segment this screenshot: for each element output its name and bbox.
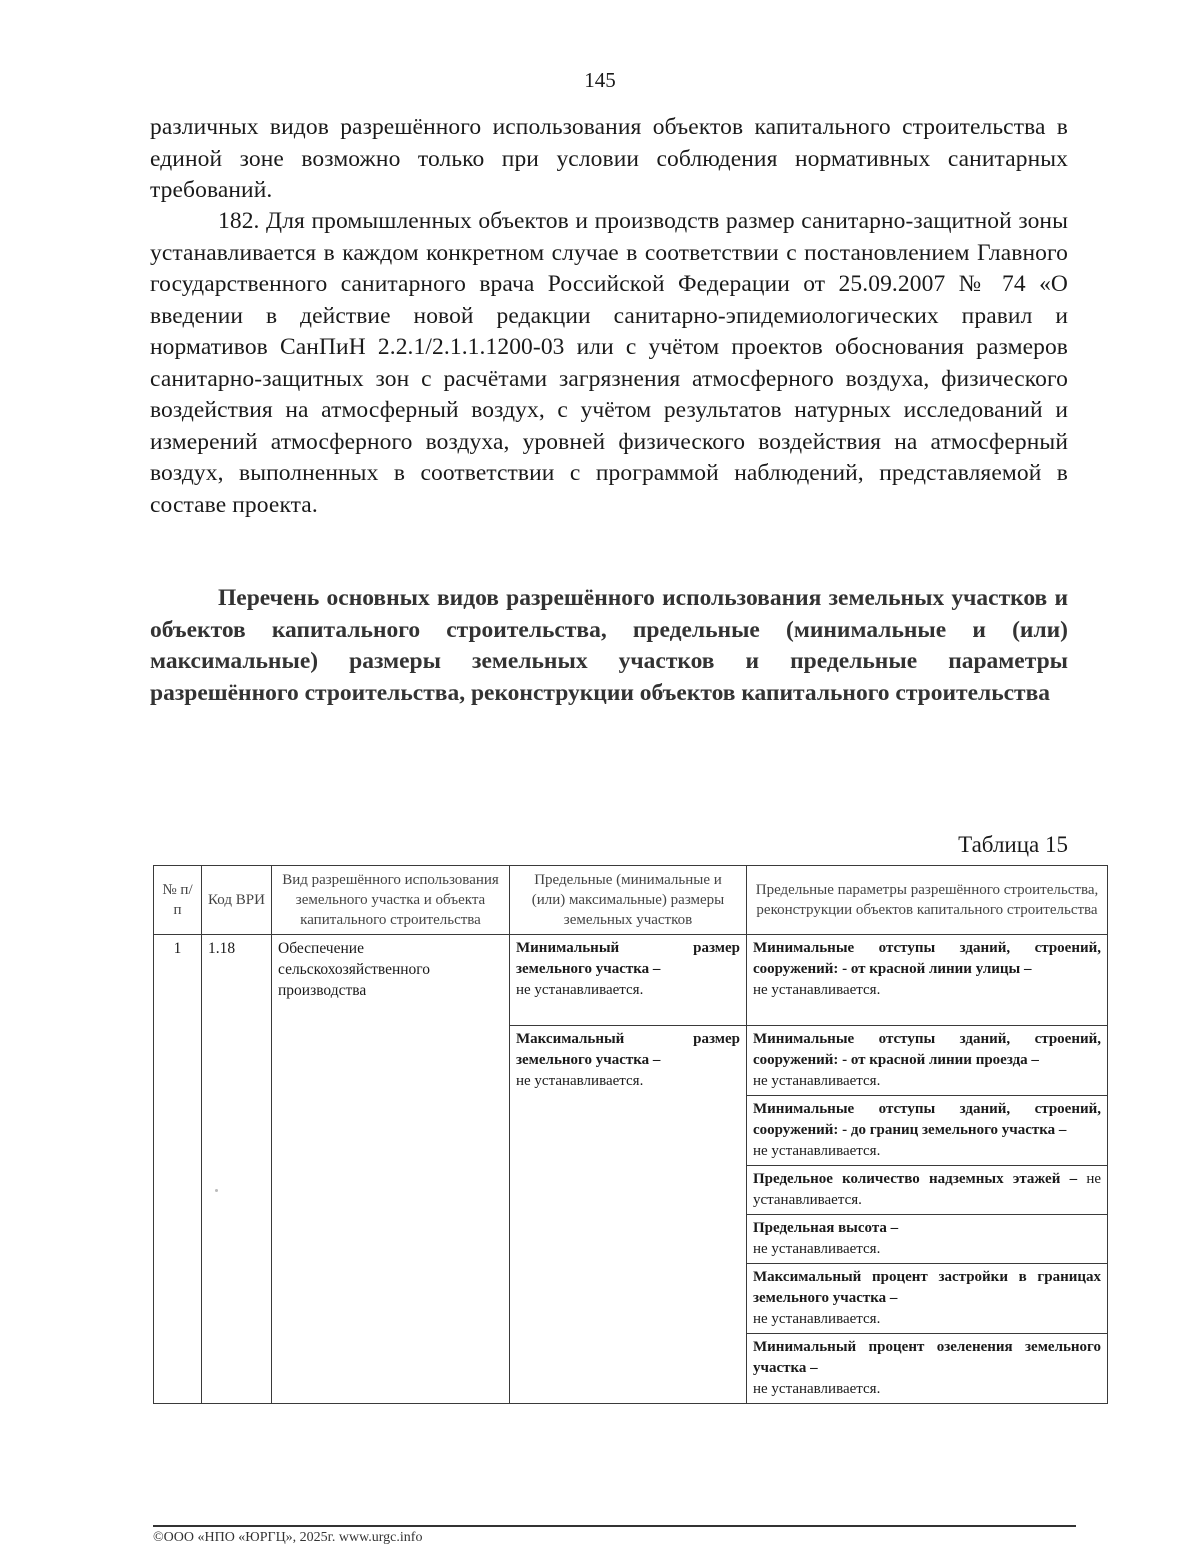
param-cell bbox=[747, 935, 1108, 1026]
min-plot-size-value: не устанавливается. bbox=[516, 982, 644, 998]
param-value: не устанавливается. bbox=[753, 982, 881, 998]
min-plot-size-cell bbox=[510, 935, 747, 1026]
param-label: Минимальные отступы зданий, строений, сооружений: - от красной линии проезда – bbox=[753, 1031, 1101, 1068]
param-value: не устанавливается. bbox=[753, 1143, 881, 1159]
param-label: Минимальные отступы зданий, строений, сооружений: - от красной линии улицы – bbox=[753, 940, 1101, 977]
row-use-type: Обеспечение сельскохозяйственного производства bbox=[272, 935, 510, 1404]
param-value: не устанавливается. bbox=[753, 1381, 881, 1397]
param-cell bbox=[747, 1026, 1108, 1096]
param-label: Минимальные отступы зданий, строений, сооружений: - до границ земельного участка – bbox=[753, 1101, 1101, 1138]
scan-speck bbox=[215, 1189, 218, 1192]
param-value: не устанавливается. bbox=[753, 1171, 1101, 1208]
param-cell bbox=[747, 1215, 1108, 1264]
param-label: Предельное количество надземных этажей – bbox=[753, 1171, 1078, 1187]
header-num: № п/п bbox=[154, 866, 202, 935]
footer-copyright: ©ООО «НПО «ЮРГЦ», 2025г. www.urgc.info bbox=[153, 1530, 423, 1544]
table-header-row bbox=[154, 866, 1108, 935]
paragraph-182: 182. Для промышленных объектов и производств размер санитарно-защитной зоны устанавливается в каждом конкретном случае в соответствии с постановлением Главного государственного санитарного врача Российской Федерации от 25.09.2007 № 74 «О введении в действие новой редакции санитарно-эпидемиологических правил и нормативов СанПиН 2.2.1/2.1.1.1200-03 или с учётом проектов обоснования размеров санитарно-защитных зон с расчётами загрязнения атмосферного воздуха, физического воздействия на атмосферный воздух, с учётом результатов натурных исследований и измерений атмосферного воздуха, уровней физического воздействия на атмосферный воздух, выполненных в соответствии с программой наблюдений, представляемой в составе проекта. bbox=[150, 208, 1068, 518]
land-use-table bbox=[153, 865, 1108, 1404]
max-plot-size-value: не устанавливается. bbox=[516, 1073, 644, 1089]
param-cell bbox=[747, 1334, 1108, 1404]
footer-divider bbox=[153, 1525, 1076, 1527]
param-label: Максимальный процент застройки в границах земельного участка – bbox=[753, 1269, 1101, 1306]
max-plot-size-label: Максимальный размер земельного участка – bbox=[516, 1031, 740, 1068]
param-label: Предельная высота – bbox=[753, 1220, 899, 1236]
param-cell bbox=[747, 1096, 1108, 1166]
table-caption: Таблица 15 bbox=[958, 832, 1068, 857]
table-row bbox=[154, 935, 1108, 1026]
param-value: не устанавливается. bbox=[753, 1311, 881, 1327]
param-cell bbox=[747, 1166, 1108, 1215]
param-value: не устанавливается. bbox=[753, 1073, 881, 1089]
max-plot-size-cell bbox=[510, 1026, 747, 1404]
header-use-type: Вид разрешённого использования земельного участка и объекта капитального строительства bbox=[272, 866, 510, 935]
param-value: не устанавливается. bbox=[753, 1241, 881, 1257]
header-plot-sizes: Предельные (минимальные и (или) максимальные) размеры земельных участков bbox=[510, 866, 747, 935]
param-cell bbox=[747, 1264, 1108, 1334]
paragraph-continuation: различных видов разрешённого использования объектов капитального строительства в единой зоне возможно только при условии соблюдения нормативных санитарных требований. bbox=[150, 114, 1068, 203]
header-code: Код ВРИ bbox=[202, 866, 272, 935]
page-number: 145 bbox=[584, 68, 616, 92]
row-code: 1.18 bbox=[202, 935, 272, 1404]
header-build-params: Предельные параметры разрешённого строительства, реконструкции объектов капитального строительства bbox=[747, 866, 1108, 935]
row-num: 1 bbox=[154, 935, 202, 1404]
min-plot-size-label: Минимальный размер земельного участка – bbox=[516, 940, 740, 977]
param-label: Минимальный процент озеленения земельного участка – bbox=[753, 1339, 1101, 1376]
section-heading: Перечень основных видов разрешённого использования земельных участков и объектов капитального строительства, предельные (минимальные и (или) максимальные) размеры земельных участков и предельные параметры разрешённого строительства, реконструкции объектов капитального строительства bbox=[150, 585, 1068, 706]
